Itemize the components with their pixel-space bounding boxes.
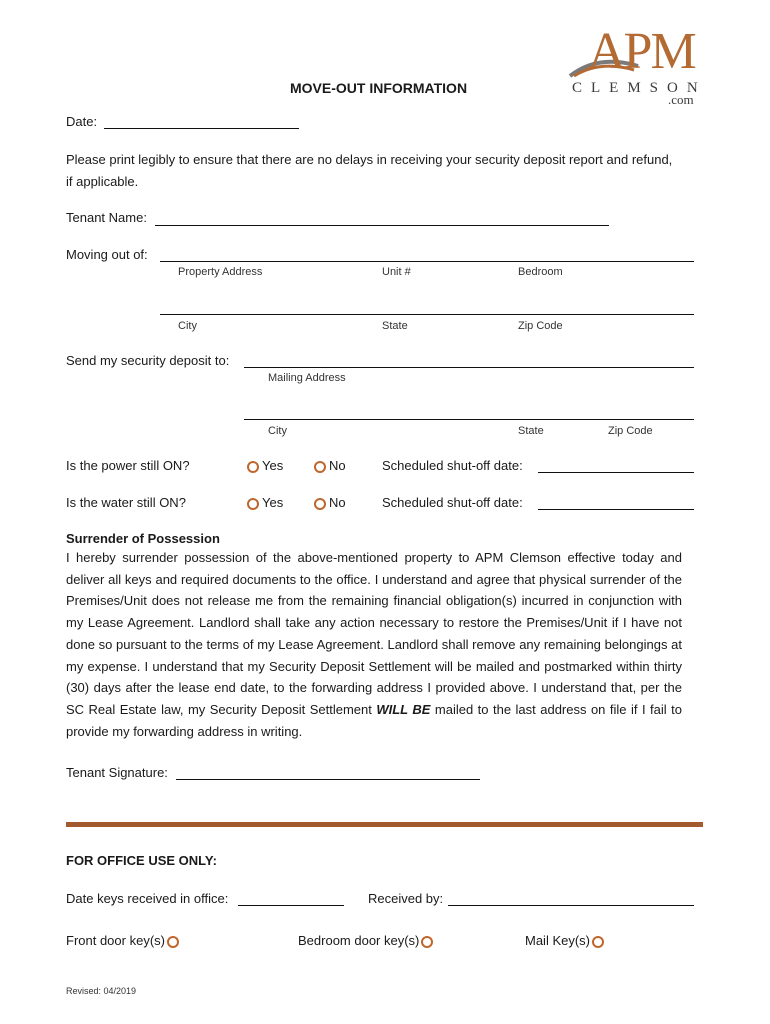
send-deposit-label: Send my security deposit to: [66,353,230,368]
mail-key-radio[interactable] [592,936,604,948]
zip-hint: Zip Code [518,320,563,332]
power-yes-label: Yes [262,458,284,473]
logo-subtitle: CLEMSON [572,80,707,96]
mailing-address-hint: Mailing Address [268,372,346,384]
surrender-text-end: mailed to the last address on file if I fail to provide my forwarding address in writing. [66,701,682,739]
mailing-zip-hint: Zip Code [608,425,653,437]
property-address-field[interactable] [160,261,694,262]
unit-hint: Unit # [382,266,411,278]
surrender-emphasis: WILL BE [376,701,431,717]
bedroom-door-label: Bedroom door key(s) [298,933,420,948]
power-shutoff-label: Scheduled shut-off date: [382,458,523,473]
date-field[interactable] [104,128,299,129]
signature-label: Tenant Signature: [66,765,168,780]
received-by-field[interactable] [448,905,694,906]
front-door-option[interactable] [66,933,179,948]
instructions-text: Please print legibly to ensure that there are no delays in receiving your security deposit report and refund, if applicable. [66,152,673,189]
apm-clemson-logo [568,23,708,110]
power-yes-option[interactable] [247,458,283,473]
surrender-heading: Surrender of Possession [66,531,220,546]
mailing-city-hint: City [268,425,287,437]
water-question: Is the water still ON? [66,495,186,510]
moving-out-label: Moving out of: [66,247,148,262]
mailing-state-hint: State [518,425,544,437]
mail-key-label: Mail Key(s) [525,933,591,948]
surrender-text: I hereby surrender possession of the above-mentioned property to APM Clemson effective today and deliver all keys and required documents to the office. I understand and agree that physical surrender of the Premises/Unit does not release me from the remaining financial obligation(s) incurred in conjunction with my Lease Agreement. Landlord shall take any action necessary to restore the Premises/Unit if I have not done so pursuant to the terms of my Lease Agreement. Landlord shall remove any remaining belongings at my expense. I understand that my Security Deposit Settlement will be mailed and postmarked within thirty (30) days after the lease end date, to the forwarding address I provided above. I understand that, per the SC Real Estate law, my Security Deposit Settlement [66,550,682,717]
front-door-radio[interactable] [167,936,179,948]
mail-key-option[interactable] [525,933,604,948]
water-no-label: No [329,495,346,510]
water-no-option[interactable] [314,495,346,510]
power-yes-radio[interactable] [247,461,259,473]
property-address-hint: Property Address [178,266,263,278]
form-title: MOVE-OUT INFORMATION [290,80,468,96]
date-label: Date: [66,114,98,129]
date-keys-field[interactable] [238,905,344,906]
received-by-label: Received by: [368,891,444,906]
section-divider [66,822,703,827]
logo-domain: .com [668,92,694,107]
front-door-label: Front door key(s) [66,933,165,948]
power-no-radio[interactable] [314,461,326,473]
revised-date: Revised: 04/2019 [66,986,137,996]
logo-text: APM [588,23,695,80]
city-state-zip-field[interactable] [160,314,694,315]
tenant-name-field[interactable] [155,225,609,226]
city-hint: City [178,320,197,332]
surrender-paragraph [66,547,682,742]
water-shutoff-label: Scheduled shut-off date: [382,495,523,510]
water-no-radio[interactable] [314,498,326,510]
water-yes-option[interactable] [247,495,283,510]
power-question: Is the power still ON? [66,458,190,473]
bedroom-hint: Bedroom [518,266,563,278]
water-yes-label: Yes [262,495,284,510]
tenant-name-label: Tenant Name: [66,210,147,225]
power-shutoff-date-field[interactable] [538,472,694,473]
mailing-city-state-zip-field[interactable] [244,419,694,420]
state-hint: State [382,320,408,332]
bedroom-door-radio[interactable] [421,936,433,948]
power-no-label: No [329,458,346,473]
tenant-signature-field[interactable] [176,779,480,780]
bedroom-door-option[interactable] [298,933,433,948]
date-keys-label: Date keys received in office: [66,891,229,906]
water-yes-radio[interactable] [247,498,259,510]
water-shutoff-date-field[interactable] [538,509,694,510]
office-heading: FOR OFFICE USE ONLY: [66,853,217,868]
mailing-address-field[interactable] [244,367,694,368]
power-no-option[interactable] [314,458,346,473]
